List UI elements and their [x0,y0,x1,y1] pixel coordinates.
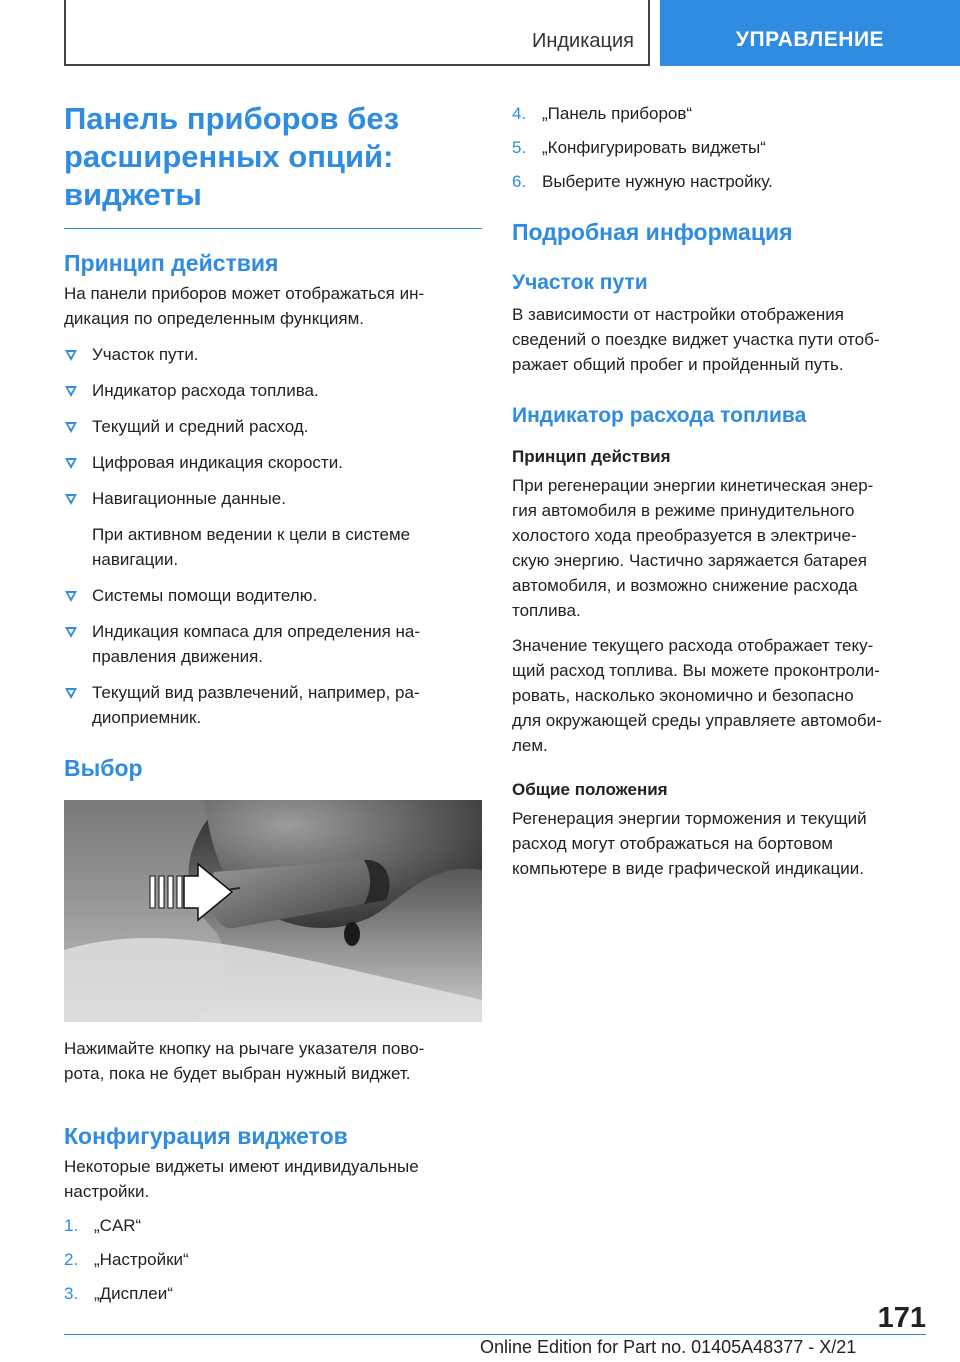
selection-caption: Нажимайте кнопку на рычаге указателя пово- рота, пока не будет выбран нужный виджет. [64,1039,425,1083]
footer-divider [64,1334,926,1335]
config-text: Некоторые виджеты имеют индивидуальные настройки. [64,1157,419,1201]
general-text: Регенерация энергии торможения и текущий расход могут отображаться на бортовом компьютере в виде графической индикации. [512,809,867,878]
list-item: Навигационные данные. При активном ведении к цели в системе навигации. [64,486,482,572]
feature-list [64,342,482,730]
header-chapter-tab[interactable]: УПРАВЛЕНИЕ [660,0,960,66]
config-steps-continued [512,101,926,194]
step-item: 5. „Конфигурировать виджеты“ [512,138,766,157]
config-steps [64,1213,482,1306]
page-title [64,100,482,214]
list-item: Индикация компаса для определения на- правления движения. [64,619,482,669]
title-divider [64,228,482,229]
list-item: Текущий вид развлечений, например, ра- диоприемник. [64,680,482,730]
principle-heading: Принцип действия [64,250,279,276]
triangle-bullet-icon [65,591,77,602]
step-item: 2. „Настройки“ [64,1250,189,1269]
list-item: Текущий и средний расход. [64,414,482,439]
triangle-bullet-icon [65,688,77,699]
list-item: Цифровая индикация скорости. [64,450,482,475]
right-column [512,100,926,881]
step-item: 4. „Панель приборов“ [512,104,693,123]
step-item: 1. „CAR“ [64,1216,142,1235]
general-heading: Общие положения [512,780,668,799]
fuel-heading: Индикатор расхода топлива [512,404,807,427]
lever-illustration [64,800,482,1022]
config-heading: Конфигурация виджетов [64,1123,348,1149]
turn-signal-lever-photo [64,800,482,1022]
triangle-bullet-icon [65,627,77,638]
fuel-value-text: Значение текущего расхода отображает теку- щий расход топлива. Вы можете проконтроли- ровать, насколько экономично и безопасно для окружающей среды управляете автомоби- лем. [512,636,882,755]
list-item: Индикатор расхода топлива. [64,378,482,403]
nav-note: При активном ведении к цели в системе навигации. [92,525,411,569]
fuel-principle-text: При регенерации энергии кинетическая энер- гия автомобиля в режиме принудительного холостого хода преобразуется в электриче- скую энергию. Частично заряжается батарея автомобиля, и возможно снижение расхода топлива. [512,476,874,620]
selection-heading: Выбор [64,755,143,781]
list-item: Участок пути. [64,342,482,367]
step-item: 3. „Дисплеи“ [64,1284,173,1303]
page-title-line-2: расширенных опций: [64,139,394,174]
left-column [64,100,482,1306]
triangle-bullet-icon [65,422,77,433]
page-number: 171 [877,1302,926,1334]
header-section-title: Индикация [531,30,634,52]
triangle-bullet-icon [65,494,77,505]
triangle-bullet-icon [65,458,77,469]
page-title-line-3: виджеты [64,177,202,212]
header-box [64,0,650,66]
edition-note: Online Edition for Part no. 01405A48377 - X/21 [480,1337,857,1357]
triangle-bullet-icon [65,350,77,361]
step-item: 6. Выберите нужную настройку. [512,172,773,191]
list-item: Системы помощи водителю. [64,583,482,608]
details-heading: Подробная информация [512,219,793,245]
principle-text: На панели приборов может отображаться ин- дикация по определенным функциям. [64,284,425,328]
fuel-principle-heading: Принцип действия [512,447,671,466]
route-heading: Участок пути [512,271,648,294]
triangle-bullet-icon [65,386,77,397]
page-title-line-1: Панель приборов без [64,101,399,136]
route-text: В зависимости от настройки отображения сведений о поездке виджет участка пути отоб- ражает общий пробег и пройденный путь. [512,305,880,374]
